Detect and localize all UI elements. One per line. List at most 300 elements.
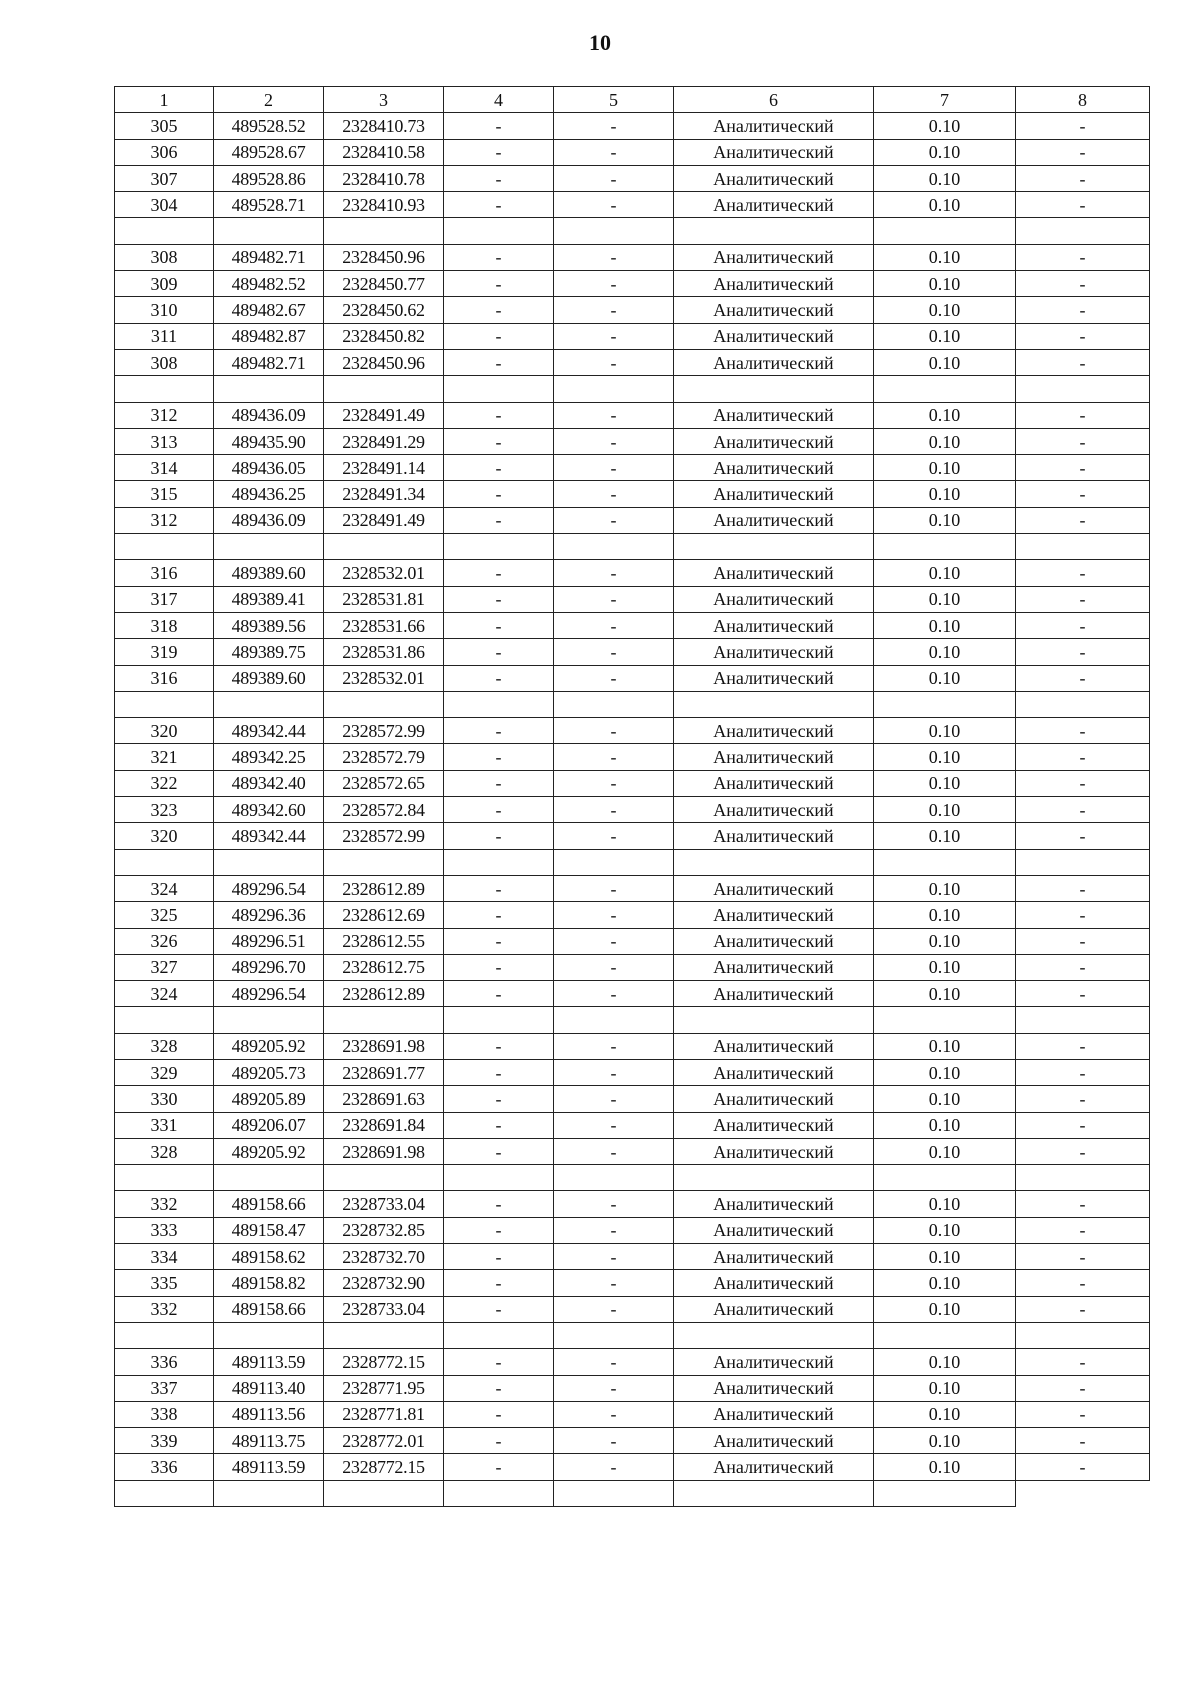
cell-col-1: 332 bbox=[115, 1191, 214, 1217]
cell-col-7: 0.10 bbox=[874, 165, 1016, 191]
cell-col-3: 2328691.98 bbox=[324, 1138, 444, 1164]
cell-col-4: - bbox=[444, 1138, 554, 1164]
cell-col-8: - bbox=[1016, 297, 1150, 323]
cell-col-6: Аналитический bbox=[674, 1244, 874, 1270]
cell-col-1: 313 bbox=[115, 428, 214, 454]
cell-col-7: 0.10 bbox=[874, 428, 1016, 454]
cell-col-1: 339 bbox=[115, 1428, 214, 1454]
cell-col-2: 489482.52 bbox=[214, 271, 324, 297]
cell-col-2: 489389.41 bbox=[214, 586, 324, 612]
cell-col-2: 489436.09 bbox=[214, 402, 324, 428]
cell-col-7 bbox=[874, 1480, 1016, 1506]
table-row bbox=[115, 1086, 1150, 1112]
table-row bbox=[115, 113, 1150, 139]
cell-col-1 bbox=[115, 376, 214, 402]
cell-col-2: 489113.59 bbox=[214, 1454, 324, 1480]
cell-col-1: 322 bbox=[115, 770, 214, 796]
cell-col-4 bbox=[444, 376, 554, 402]
cell-col-2: 489436.25 bbox=[214, 481, 324, 507]
cell-col-4: - bbox=[444, 507, 554, 533]
cell-col-1: 312 bbox=[115, 402, 214, 428]
cell-col-7: 0.10 bbox=[874, 586, 1016, 612]
cell-col-4 bbox=[444, 218, 554, 244]
cell-col-8: - bbox=[1016, 902, 1150, 928]
cell-col-1 bbox=[115, 849, 214, 875]
cell-col-5: - bbox=[554, 902, 674, 928]
cell-col-1: 333 bbox=[115, 1217, 214, 1243]
cell-col-7: 0.10 bbox=[874, 271, 1016, 297]
table-row bbox=[115, 297, 1150, 323]
cell-col-7 bbox=[874, 218, 1016, 244]
cell-col-8: - bbox=[1016, 639, 1150, 665]
cell-col-7: 0.10 bbox=[874, 297, 1016, 323]
cell-col-2 bbox=[214, 534, 324, 560]
cell-col-2: 489342.40 bbox=[214, 770, 324, 796]
cell-col-8: - bbox=[1016, 402, 1150, 428]
cell-col-1: 338 bbox=[115, 1401, 214, 1427]
cell-col-5: - bbox=[554, 665, 674, 691]
cell-col-6: Аналитический bbox=[674, 165, 874, 191]
table-row bbox=[115, 323, 1150, 349]
cell-col-4: - bbox=[444, 981, 554, 1007]
cell-col-7: 0.10 bbox=[874, 113, 1016, 139]
table-row bbox=[115, 402, 1150, 428]
cell-col-4: - bbox=[444, 639, 554, 665]
cell-col-2: 489158.47 bbox=[214, 1217, 324, 1243]
cell-col-6: Аналитический bbox=[674, 113, 874, 139]
cell-col-3 bbox=[324, 534, 444, 560]
table-row bbox=[115, 1428, 1150, 1454]
cell-col-3 bbox=[324, 376, 444, 402]
cell-col-4: - bbox=[444, 1217, 554, 1243]
cell-col-3: 2328612.89 bbox=[324, 875, 444, 901]
cell-col-4 bbox=[444, 1007, 554, 1033]
table-row bbox=[115, 981, 1150, 1007]
cell-col-4: - bbox=[444, 455, 554, 481]
cell-col-7: 0.10 bbox=[874, 1191, 1016, 1217]
cell-col-5 bbox=[554, 691, 674, 717]
cell-col-3: 2328450.62 bbox=[324, 297, 444, 323]
cell-col-5 bbox=[554, 534, 674, 560]
cell-col-4: - bbox=[444, 192, 554, 218]
cell-col-1: 320 bbox=[115, 823, 214, 849]
cell-col-1: 320 bbox=[115, 718, 214, 744]
cell-col-5 bbox=[554, 849, 674, 875]
cell-col-4: - bbox=[444, 113, 554, 139]
cell-col-8: - bbox=[1016, 1059, 1150, 1085]
cell-col-5: - bbox=[554, 165, 674, 191]
cell-col-8 bbox=[1016, 691, 1150, 717]
cell-col-6: Аналитический bbox=[674, 1191, 874, 1217]
table-row bbox=[115, 665, 1150, 691]
cell-col-4: - bbox=[444, 1059, 554, 1085]
cell-col-8: - bbox=[1016, 1244, 1150, 1270]
cell-col-4: - bbox=[444, 1454, 554, 1480]
cell-col-7: 0.10 bbox=[874, 349, 1016, 375]
table-row bbox=[115, 1138, 1150, 1164]
cell-col-1: 331 bbox=[115, 1112, 214, 1138]
cell-col-2: 489342.60 bbox=[214, 797, 324, 823]
cell-col-8: - bbox=[1016, 718, 1150, 744]
cell-col-8: - bbox=[1016, 507, 1150, 533]
cell-col-8: - bbox=[1016, 1112, 1150, 1138]
cell-col-5: - bbox=[554, 718, 674, 744]
cell-col-8: - bbox=[1016, 323, 1150, 349]
cell-col-5: - bbox=[554, 113, 674, 139]
cell-col-7 bbox=[874, 849, 1016, 875]
cell-col-5: - bbox=[554, 1428, 674, 1454]
cell-col-6: Аналитический bbox=[674, 744, 874, 770]
cell-col-1: 309 bbox=[115, 271, 214, 297]
table-row bbox=[115, 823, 1150, 849]
cell-col-2: 489528.86 bbox=[214, 165, 324, 191]
cell-col-7: 0.10 bbox=[874, 639, 1016, 665]
cell-col-6: Аналитический bbox=[674, 192, 874, 218]
cell-col-8: - bbox=[1016, 1033, 1150, 1059]
cell-col-6: Аналитический bbox=[674, 244, 874, 270]
cell-col-6: Аналитический bbox=[674, 1428, 874, 1454]
cell-col-6: Аналитический bbox=[674, 1270, 874, 1296]
cell-col-4: - bbox=[444, 875, 554, 901]
cell-col-7: 0.10 bbox=[874, 402, 1016, 428]
cell-col-5: - bbox=[554, 1033, 674, 1059]
cell-col-2: 489158.66 bbox=[214, 1191, 324, 1217]
cell-col-3: 2328450.82 bbox=[324, 323, 444, 349]
cell-col-4: - bbox=[444, 1191, 554, 1217]
cell-col-4: - bbox=[444, 560, 554, 586]
cell-col-5: - bbox=[554, 1244, 674, 1270]
cell-col-3: 2328491.49 bbox=[324, 507, 444, 533]
cell-col-5: - bbox=[554, 244, 674, 270]
cell-col-7: 0.10 bbox=[874, 1244, 1016, 1270]
cell-col-3: 2328772.15 bbox=[324, 1454, 444, 1480]
cell-col-8: - bbox=[1016, 954, 1150, 980]
cell-col-3: 2328410.78 bbox=[324, 165, 444, 191]
cell-col-1 bbox=[115, 218, 214, 244]
table-row bbox=[115, 744, 1150, 770]
cell-col-2 bbox=[214, 1165, 324, 1191]
cell-col-4: - bbox=[444, 770, 554, 796]
cell-col-5: - bbox=[554, 797, 674, 823]
cell-col-7: 0.10 bbox=[874, 455, 1016, 481]
cell-col-2: 489296.54 bbox=[214, 875, 324, 901]
table-row bbox=[115, 455, 1150, 481]
cell-col-3: 2328532.01 bbox=[324, 665, 444, 691]
cell-col-6: Аналитический bbox=[674, 1296, 874, 1322]
cell-col-3: 2328572.84 bbox=[324, 797, 444, 823]
table-row bbox=[115, 165, 1150, 191]
cell-col-8: - bbox=[1016, 1217, 1150, 1243]
cell-col-2: 489205.92 bbox=[214, 1138, 324, 1164]
cell-col-3: 2328410.73 bbox=[324, 113, 444, 139]
cell-col-7: 0.10 bbox=[874, 770, 1016, 796]
cell-col-1 bbox=[115, 1165, 214, 1191]
cell-col-6: Аналитический bbox=[674, 1349, 874, 1375]
cell-col-7: 0.10 bbox=[874, 481, 1016, 507]
cell-col-5: - bbox=[554, 1112, 674, 1138]
table-row bbox=[115, 1401, 1150, 1427]
cell-col-3 bbox=[324, 849, 444, 875]
cell-col-5: - bbox=[554, 744, 674, 770]
cell-col-2: 489113.56 bbox=[214, 1401, 324, 1427]
cell-col-2: 489113.59 bbox=[214, 1349, 324, 1375]
cell-col-7: 0.10 bbox=[874, 507, 1016, 533]
cell-col-3: 2328491.49 bbox=[324, 402, 444, 428]
cell-col-5: - bbox=[554, 1086, 674, 1112]
cell-col-3 bbox=[324, 1007, 444, 1033]
cell-col-5: - bbox=[554, 192, 674, 218]
cell-col-8: - bbox=[1016, 1375, 1150, 1401]
cell-col-8: - bbox=[1016, 1270, 1150, 1296]
cell-col-1: 336 bbox=[115, 1349, 214, 1375]
cell-col-5: - bbox=[554, 271, 674, 297]
cell-col-7: 0.10 bbox=[874, 875, 1016, 901]
table-row bbox=[115, 1217, 1150, 1243]
cell-col-1: 332 bbox=[115, 1296, 214, 1322]
cell-col-8 bbox=[1016, 1322, 1150, 1348]
cell-col-4 bbox=[444, 849, 554, 875]
cell-col-8: - bbox=[1016, 665, 1150, 691]
cell-col-2: 489205.92 bbox=[214, 1033, 324, 1059]
cell-col-2: 489296.54 bbox=[214, 981, 324, 1007]
cell-col-7: 0.10 bbox=[874, 1138, 1016, 1164]
cell-col-7: 0.10 bbox=[874, 1033, 1016, 1059]
cell-col-2: 489158.62 bbox=[214, 1244, 324, 1270]
cell-col-2: 489389.56 bbox=[214, 612, 324, 638]
cell-col-4: - bbox=[444, 1401, 554, 1427]
cell-col-5: - bbox=[554, 1138, 674, 1164]
cell-col-8: - bbox=[1016, 981, 1150, 1007]
cell-col-4: - bbox=[444, 928, 554, 954]
cell-col-3: 2328732.90 bbox=[324, 1270, 444, 1296]
cell-col-5: - bbox=[554, 928, 674, 954]
cell-col-3: 2328410.58 bbox=[324, 139, 444, 165]
table-row bbox=[115, 428, 1150, 454]
cell-col-8: - bbox=[1016, 744, 1150, 770]
cell-col-7 bbox=[874, 1007, 1016, 1033]
cell-col-7: 0.10 bbox=[874, 560, 1016, 586]
cell-col-2: 489436.05 bbox=[214, 455, 324, 481]
table-row bbox=[115, 1059, 1150, 1085]
cell-col-6: Аналитический bbox=[674, 1454, 874, 1480]
cell-col-2 bbox=[214, 1007, 324, 1033]
cell-col-2: 489342.44 bbox=[214, 718, 324, 744]
cell-col-7: 0.10 bbox=[874, 928, 1016, 954]
header-col-4: 4 bbox=[444, 87, 554, 113]
table-row bbox=[115, 507, 1150, 533]
cell-col-8 bbox=[1016, 534, 1150, 560]
cell-col-5: - bbox=[554, 586, 674, 612]
cell-col-1: 316 bbox=[115, 665, 214, 691]
cell-col-3: 2328410.93 bbox=[324, 192, 444, 218]
cell-col-3: 2328491.29 bbox=[324, 428, 444, 454]
cell-col-3: 2328572.99 bbox=[324, 823, 444, 849]
cell-col-3: 2328612.75 bbox=[324, 954, 444, 980]
cell-col-7: 0.10 bbox=[874, 1454, 1016, 1480]
cell-col-5: - bbox=[554, 507, 674, 533]
header-col-5: 5 bbox=[554, 87, 674, 113]
cell-col-5: - bbox=[554, 1270, 674, 1296]
cell-col-8 bbox=[1016, 218, 1150, 244]
cell-col-2: 489389.60 bbox=[214, 560, 324, 586]
cell-col-5 bbox=[554, 1322, 674, 1348]
cell-col-4: - bbox=[444, 481, 554, 507]
cell-col-2: 489158.82 bbox=[214, 1270, 324, 1296]
cell-col-2: 489342.25 bbox=[214, 744, 324, 770]
cell-col-1: 329 bbox=[115, 1059, 214, 1085]
table-row bbox=[115, 192, 1150, 218]
cell-col-8: - bbox=[1016, 1349, 1150, 1375]
cell-col-3: 2328691.77 bbox=[324, 1059, 444, 1085]
cell-col-4 bbox=[444, 691, 554, 717]
header-col-1: 1 bbox=[115, 87, 214, 113]
cell-col-4 bbox=[444, 1480, 554, 1506]
cell-col-6: Аналитический bbox=[674, 718, 874, 744]
cell-col-2: 489113.75 bbox=[214, 1428, 324, 1454]
cell-col-6: Аналитический bbox=[674, 1375, 874, 1401]
cell-col-1: 325 bbox=[115, 902, 214, 928]
table-row bbox=[115, 139, 1150, 165]
cell-col-1: 305 bbox=[115, 113, 214, 139]
cell-col-5: - bbox=[554, 1454, 674, 1480]
cell-col-8: - bbox=[1016, 1191, 1150, 1217]
cell-col-1 bbox=[115, 534, 214, 560]
table-row bbox=[115, 271, 1150, 297]
cell-col-8 bbox=[1016, 376, 1150, 402]
cell-col-6 bbox=[674, 376, 874, 402]
cell-col-4: - bbox=[444, 1349, 554, 1375]
table-row bbox=[115, 481, 1150, 507]
separator-row bbox=[115, 1165, 1150, 1191]
cell-col-1: 314 bbox=[115, 455, 214, 481]
cell-col-8: - bbox=[1016, 823, 1150, 849]
cell-col-6: Аналитический bbox=[674, 1086, 874, 1112]
cell-col-7 bbox=[874, 534, 1016, 560]
cell-col-7: 0.10 bbox=[874, 665, 1016, 691]
table-row bbox=[115, 770, 1150, 796]
cell-col-3: 2328450.96 bbox=[324, 349, 444, 375]
cell-col-8: - bbox=[1016, 1138, 1150, 1164]
cell-col-4: - bbox=[444, 1086, 554, 1112]
cell-col-6: Аналитический bbox=[674, 1138, 874, 1164]
cell-col-2: 489205.89 bbox=[214, 1086, 324, 1112]
cell-col-2: 489342.44 bbox=[214, 823, 324, 849]
cell-col-4: - bbox=[444, 744, 554, 770]
cell-col-1: 328 bbox=[115, 1033, 214, 1059]
cell-col-8: - bbox=[1016, 1401, 1150, 1427]
cell-col-1: 334 bbox=[115, 1244, 214, 1270]
cell-col-3: 2328491.34 bbox=[324, 481, 444, 507]
cell-col-1 bbox=[115, 1480, 214, 1506]
table-row bbox=[115, 1349, 1150, 1375]
cell-col-1: 315 bbox=[115, 481, 214, 507]
cell-col-5: - bbox=[554, 1191, 674, 1217]
cell-col-3: 2328691.63 bbox=[324, 1086, 444, 1112]
header-col-7: 7 bbox=[874, 87, 1016, 113]
cell-col-1: 319 bbox=[115, 639, 214, 665]
cell-col-3: 2328691.84 bbox=[324, 1112, 444, 1138]
table-row bbox=[115, 1296, 1150, 1322]
cell-col-6: Аналитический bbox=[674, 297, 874, 323]
cell-col-6 bbox=[674, 534, 874, 560]
cell-col-3: 2328612.89 bbox=[324, 981, 444, 1007]
cell-col-4: - bbox=[444, 139, 554, 165]
cell-col-7: 0.10 bbox=[874, 1296, 1016, 1322]
cell-col-2: 489296.51 bbox=[214, 928, 324, 954]
cell-col-7: 0.10 bbox=[874, 1112, 1016, 1138]
cell-col-4: - bbox=[444, 1296, 554, 1322]
cell-col-2: 489158.66 bbox=[214, 1296, 324, 1322]
cell-col-8 bbox=[1016, 1007, 1150, 1033]
cell-col-5: - bbox=[554, 349, 674, 375]
cell-col-5: - bbox=[554, 1059, 674, 1085]
cell-col-1: 308 bbox=[115, 349, 214, 375]
cell-col-5: - bbox=[554, 428, 674, 454]
cell-col-5: - bbox=[554, 875, 674, 901]
table-row bbox=[115, 560, 1150, 586]
cell-col-4: - bbox=[444, 1244, 554, 1270]
cell-col-6: Аналитический bbox=[674, 639, 874, 665]
cell-col-5: - bbox=[554, 612, 674, 638]
cell-col-1: 304 bbox=[115, 192, 214, 218]
cell-col-3: 2328450.77 bbox=[324, 271, 444, 297]
cell-col-7: 0.10 bbox=[874, 1270, 1016, 1296]
cell-col-1: 306 bbox=[115, 139, 214, 165]
cell-col-1: 337 bbox=[115, 1375, 214, 1401]
cell-col-1 bbox=[115, 1322, 214, 1348]
cell-col-7: 0.10 bbox=[874, 1428, 1016, 1454]
cell-col-2: 489482.71 bbox=[214, 244, 324, 270]
cell-col-6: Аналитический bbox=[674, 507, 874, 533]
cell-col-6: Аналитический bbox=[674, 481, 874, 507]
cell-col-7: 0.10 bbox=[874, 981, 1016, 1007]
header-col-3: 3 bbox=[324, 87, 444, 113]
cell-col-5: - bbox=[554, 560, 674, 586]
cell-col-2: 489435.90 bbox=[214, 428, 324, 454]
table-header bbox=[115, 87, 1150, 113]
table-row bbox=[115, 612, 1150, 638]
cell-col-6: Аналитический bbox=[674, 612, 874, 638]
separator-row bbox=[115, 1480, 1150, 1506]
coordinates-table bbox=[114, 86, 1150, 1507]
cell-col-1: 307 bbox=[115, 165, 214, 191]
cell-col-7 bbox=[874, 376, 1016, 402]
cell-col-5 bbox=[554, 1165, 674, 1191]
cell-col-4: - bbox=[444, 1033, 554, 1059]
cell-col-5: - bbox=[554, 639, 674, 665]
cell-col-3: 2328491.14 bbox=[324, 455, 444, 481]
cell-col-3: 2328733.04 bbox=[324, 1296, 444, 1322]
cell-col-1: 324 bbox=[115, 875, 214, 901]
cell-col-8 bbox=[1016, 1165, 1150, 1191]
cell-col-6: Аналитический bbox=[674, 928, 874, 954]
cell-col-5 bbox=[554, 1480, 674, 1506]
cell-col-4: - bbox=[444, 823, 554, 849]
separator-row bbox=[115, 1007, 1150, 1033]
cell-col-6: Аналитический bbox=[674, 323, 874, 349]
cell-col-7: 0.10 bbox=[874, 744, 1016, 770]
cell-col-5: - bbox=[554, 1217, 674, 1243]
cell-col-1: 335 bbox=[115, 1270, 214, 1296]
cell-col-6: Аналитический bbox=[674, 402, 874, 428]
table-row bbox=[115, 954, 1150, 980]
cell-col-2: 489389.60 bbox=[214, 665, 324, 691]
cell-col-6: Аналитический bbox=[674, 271, 874, 297]
separator-row bbox=[115, 849, 1150, 875]
table-row bbox=[115, 1454, 1150, 1480]
cell-col-1: 330 bbox=[115, 1086, 214, 1112]
cell-col-7 bbox=[874, 1322, 1016, 1348]
